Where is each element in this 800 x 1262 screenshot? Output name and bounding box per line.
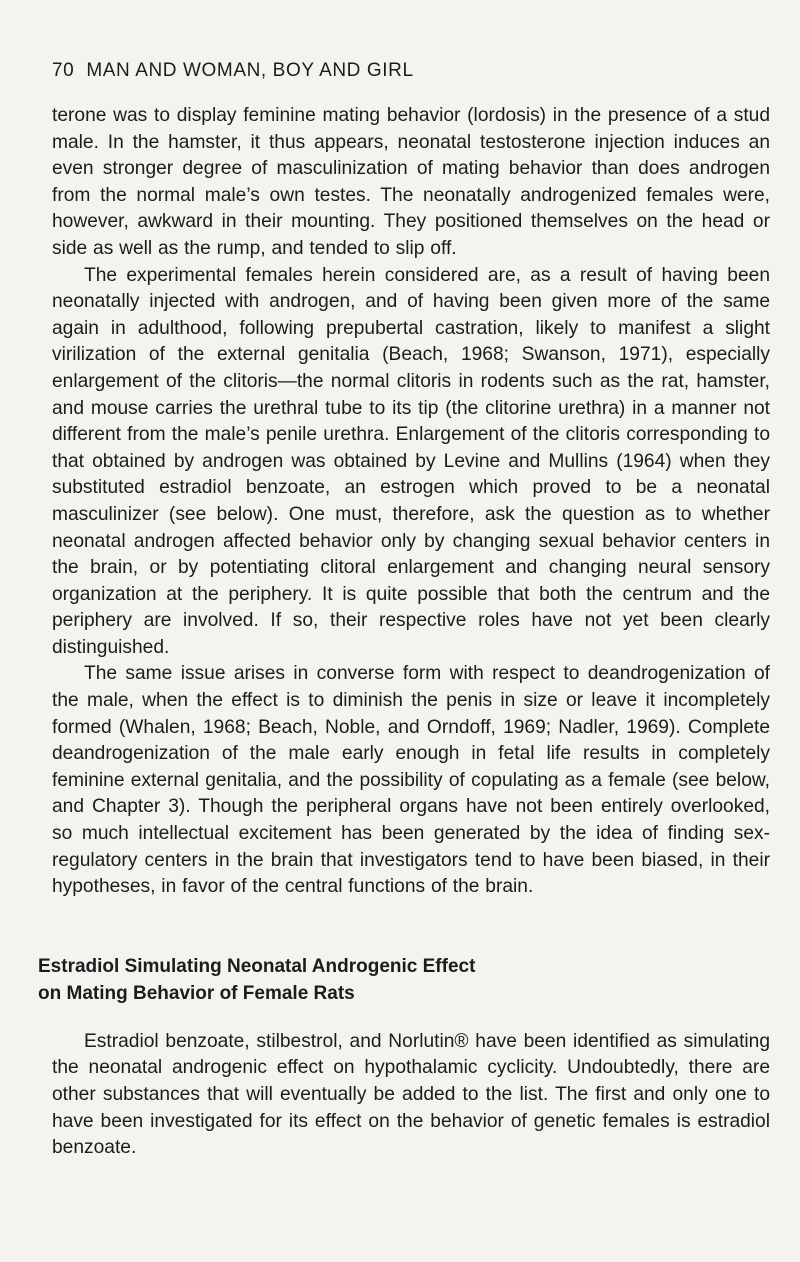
section-heading bbox=[38, 953, 770, 1007]
book-page bbox=[38, 58, 770, 1162]
section-heading-line-2: on Mating Behavior of Female Rats bbox=[38, 982, 355, 1004]
section-heading-line-1: Estradiol Simulating Neonatal Androgenic Effect bbox=[38, 955, 476, 977]
book-title: MAN AND WOMAN, BOY AND GIRL bbox=[86, 60, 414, 81]
paragraph-2: The experimental females herein considered are, as a result of having been neonatally injected with androgen, and of having been given more of the same again in adulthood, following prepubertal castration, likely to manifest a slight virilization of the external genitalia (Beach, 1968; Swanson, 1971), especially enlargement of the clitoris—the normal clitoris in rodents such as the rat, hamster, and mouse carries the urethral tube to its tip (the clitorine urethra) in a manner not different from the male’s penile urethra. Enlargement of the clitoris corresponding to that obtained by androgen was obtained by Levine and Mullins (1964) when they substituted estradiol benzoate, an estrogen which proved to be a neonatal masculinizer (see below). One must, therefore, ask the question as to whether neonatal androgen affected behavior only by changing sexual behavior centers in the brain, or by potentiating clitoral enlargement and changing neural sensory organization at the periphery. It is quite possible that both the centrum and the periphery are involved. If so, their respective roles have not yet been clearly distinguished. bbox=[52, 264, 770, 658]
paragraph-3: The same issue arises in converse form with respect to deandrogenization of the male, when the effect is to diminish the penis in size or leave it incompletely formed (Whalen, 1968; Beach, Noble, and Orndoff, 1969; Nadler, 1969). Complete deandrogenization of the male early enough in fetal life results in completely feminine external genitalia, and the possibility of copulating as a female (see below, and Chapter 3). Though the peripheral organs have not been entirely overlooked, so much intellectual excitement has been generated by the idea of finding sex-regulatory centers in the brain that investigators tend to have been biased, in their hypotheses, in favor of the central functions of the brain. bbox=[52, 663, 770, 898]
running-head bbox=[52, 58, 770, 84]
paragraph-1: terone was to display feminine mating behavior (lordosis) in the presence of a stud male. In the hamster, it thus appears, neonatal testosterone injection induces an even stronger degree of masculinization of mating behavior than does androgen from the normal male’s own testes. The neonatally androgenized females were, however, awkward in their mounting. They positioned themselves on the head or side as well as the rump, and tended to slip off. bbox=[52, 105, 770, 259]
section-paragraph: Estradiol benzoate, stilbestrol, and Norlutin® have been identified as simulating the neonatal androgenic effect on hypothalamic cyclicity. Undoubtedly, there are other substances that will eventually be added to the list. The first and only one to have been investigated for its effect on the behavior of genetic females is estradiol benzoate. bbox=[52, 1030, 770, 1159]
page-number: 70 bbox=[52, 60, 75, 81]
